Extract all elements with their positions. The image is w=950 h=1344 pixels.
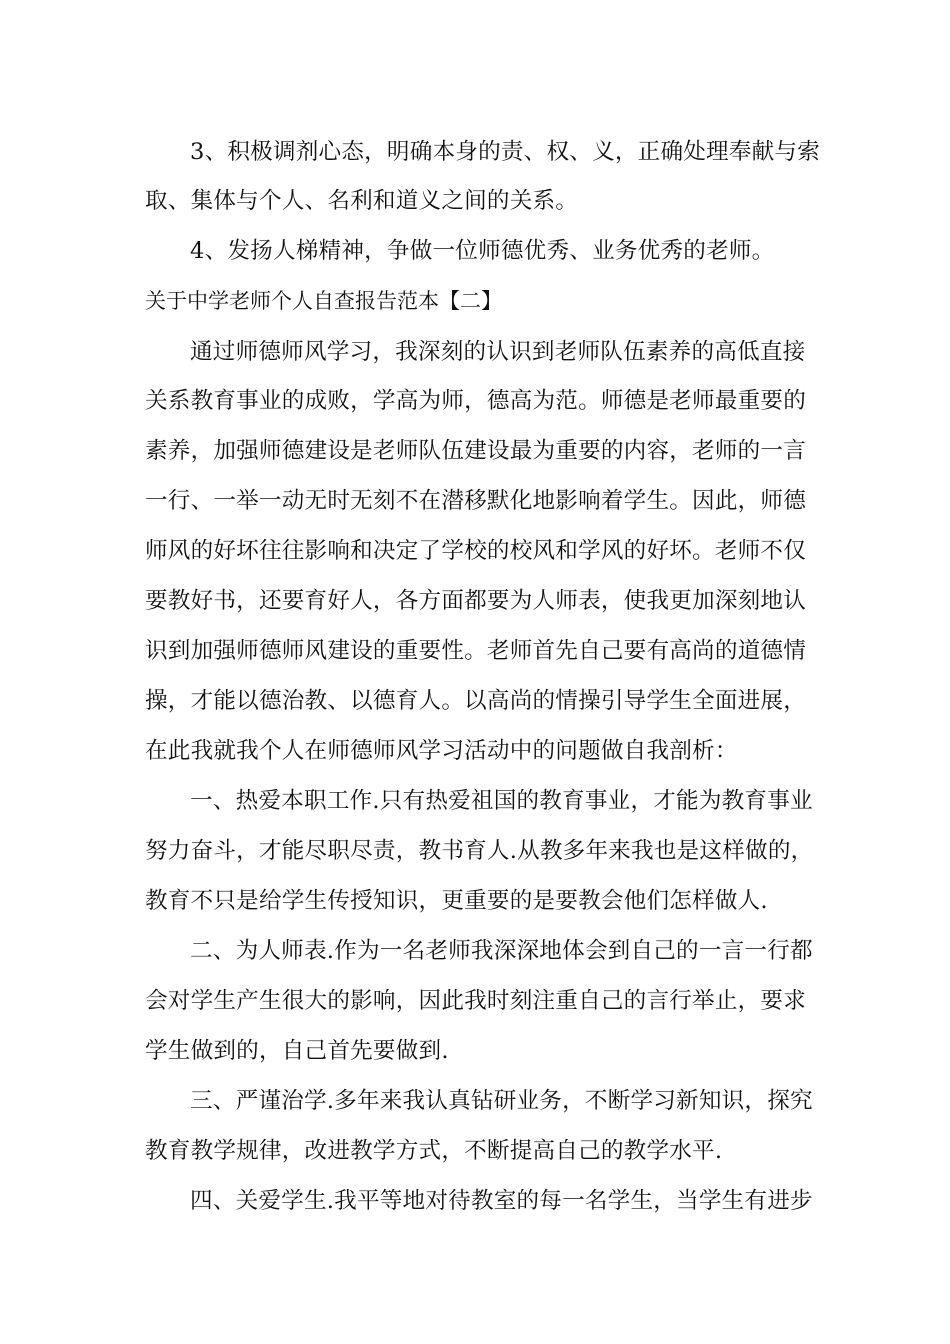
paragraph-line: 教育不只是给学生传授知识，更重要的是要教会他们怎样做人.	[145, 888, 768, 914]
paragraph-line: 努力奋斗，才能尽职尽责，教书育人.从教多年来我也是这样做的，	[145, 838, 814, 864]
section-heading: 关于中学老师个人自查报告范本【二】	[145, 289, 502, 313]
paragraph-line: 教育教学规律，改进教学方式，不断提高自己的教学水平.	[145, 1138, 723, 1164]
paragraph-line: 三、严谨治学.多年来我认真钻研业务，不断学习新知识，探究	[190, 1088, 813, 1114]
paragraph-line: 二、为人师表.作为一名老师我深深地体会到自己的一言一行都	[190, 938, 813, 964]
paragraph-line: 素养，加强师德建设是老师队伍建设最为重要的内容，老师的一言	[145, 438, 807, 464]
paragraph-line: 师风的好坏往往影响和决定了学校的校风和学风的好坏。老师不仅	[145, 538, 807, 564]
paragraph-line: 会对学生产生很大的影响，因此我时刻注重自己的言行举止，要求	[145, 988, 807, 1014]
paragraph-line: 在此我就我个人在师德师风学习活动中的问题做自我剖析：	[145, 738, 738, 764]
paragraph-line: 4、发扬人梯精神，争做一位师德优秀、业务优秀的老师。	[190, 238, 775, 264]
paragraph-line: 通过师德师风学习，我深刻的认识到老师队伍素养的高低直接	[190, 339, 806, 365]
paragraph-line: 取、集体与个人、名利和道义之间的关系。	[145, 188, 579, 214]
paragraph-line: 学生做到的，自己首先要做到.	[145, 1038, 449, 1064]
paragraph-line: 要教好书，还要育好人，各方面都要为人师表，使我更加深刻地认	[145, 588, 807, 614]
paragraph-line: 四、关爱学生.我平等地对待教室的每一名学生，当学生有进步	[190, 1188, 813, 1214]
paragraph-line: 3、积极调剂心态，明确本身的责、权、义，正确处理奉献与索	[190, 139, 821, 165]
paragraph-line: 操，才能以德治教、以德育人。以高尚的情操引导学生全面进展，	[145, 688, 807, 714]
paragraph-line: 识到加强师德师风建设的重要性。老师首先自己要有高尚的道德情	[145, 638, 807, 664]
paragraph-line: 关系教育事业的成败，学高为师，德高为范。师德是老师最重要的	[145, 388, 807, 414]
paragraph-line: 一行、一举一动无时无刻不在潜移默化地影响着学生。因此，师德	[145, 488, 807, 514]
paragraph-line: 一、热爱本职工作.只有热爱祖国的教育事业，才能为教育事业	[190, 788, 813, 814]
